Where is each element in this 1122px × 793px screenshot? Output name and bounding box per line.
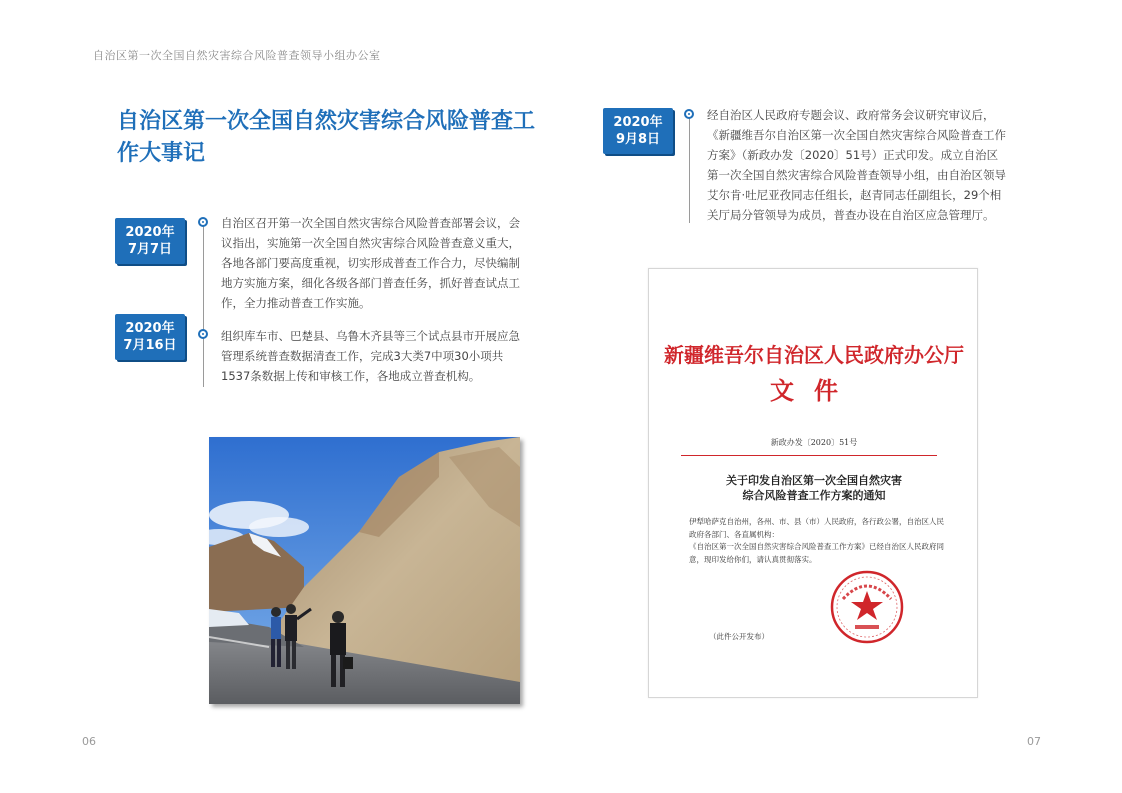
document-addressee: 伊犁哈萨克自治州，各州、市、县（市）人民政府，各行政公署，自治区人民政府各部门、各直属机构： (689, 517, 944, 539)
timeline-dot-jul7 (198, 217, 208, 227)
document-title-line2: 综合风险普查工作方案的通知 (742, 489, 886, 502)
timeline-line-right (689, 113, 690, 223)
page-title: 自治区第一次全国自然灾害综合风险普查工作大事记 (117, 109, 536, 166)
date-day: 7月16日 (123, 338, 177, 353)
official-document (648, 268, 978, 698)
entry-text-jul16: 组织库车市、巴楚县、乌鲁木齐县等三个试点县市开展应急管理系统普查数据清查工作，完成3大类7中项30小项共1537条数据上传和审核工作，各地成立普查机构。 (221, 329, 520, 383)
timeline-line-left (203, 221, 204, 387)
date-badge-sep8 (603, 108, 673, 154)
timeline-dot-jul16 (198, 329, 208, 339)
document-number: 新政办发〔2020〕51号 (770, 438, 858, 447)
page-number-left: 06 (82, 735, 96, 748)
date-badge-jul16 (115, 314, 185, 360)
red-divider (681, 455, 937, 456)
mountain-road-illustration (209, 437, 520, 704)
date-year: 2020年 (125, 225, 175, 240)
document-title-line1: 关于印发自治区第一次全国自然灾害 (726, 474, 902, 487)
document-issuer: 新疆维吾尔自治区人民政府办公厅 (664, 343, 964, 367)
running-header: 自治区第一次全国自然灾害综合风险普查领导小组办公室 (93, 49, 381, 62)
page-number-right: 07 (1027, 735, 1041, 748)
document-title (649, 473, 979, 503)
date-day: 9月8日 (615, 132, 661, 147)
date-badge-jul7 (115, 218, 185, 264)
timeline-dot-sep8 (684, 109, 694, 119)
document-type: 文件 (770, 376, 858, 405)
date-day: 7月7日 (127, 242, 173, 257)
entry-text-sep8: 经自治区人民政府专题会议、政府常务会议研究审议后，《新疆维吾尔自治区第一次全国自然灾害综合风险普查工作方案》（新政办发〔2020〕51号）正式印发。成立自治区第一次全国自然灾害综合风险普查领导小组，由自治区领导艾尔肯·吐尼亚孜同志任组长，赵青同志任副组长，29个相关厅局分管领导为成员，普查办设在自治区应急管理厅。 (707, 108, 1006, 222)
document-footer-note: （此件公开发布） (709, 632, 769, 641)
document-body: 《自治区第一次全国自然灾害综合风险普查工作方案》已经自治区人民政府同意，现印发给你们，请认真贯彻落实。 (689, 542, 944, 564)
official-seal-icon (829, 569, 905, 645)
field-survey-photo (209, 437, 520, 704)
entry-text-jul7: 自治区召开第一次全国自然灾害综合风险普查部署会议，会议指出，实施第一次全国自然灾害综合风险普查意义重大，各地各部门要高度重视，切实形成普查工作合力，尽快编制地方实施方案，细化各级各部门普查任务，抓好普查试点工作，全力推动普查工作实施。 (221, 216, 520, 310)
date-year: 2020年 (125, 321, 175, 336)
date-year: 2020年 (613, 115, 663, 130)
